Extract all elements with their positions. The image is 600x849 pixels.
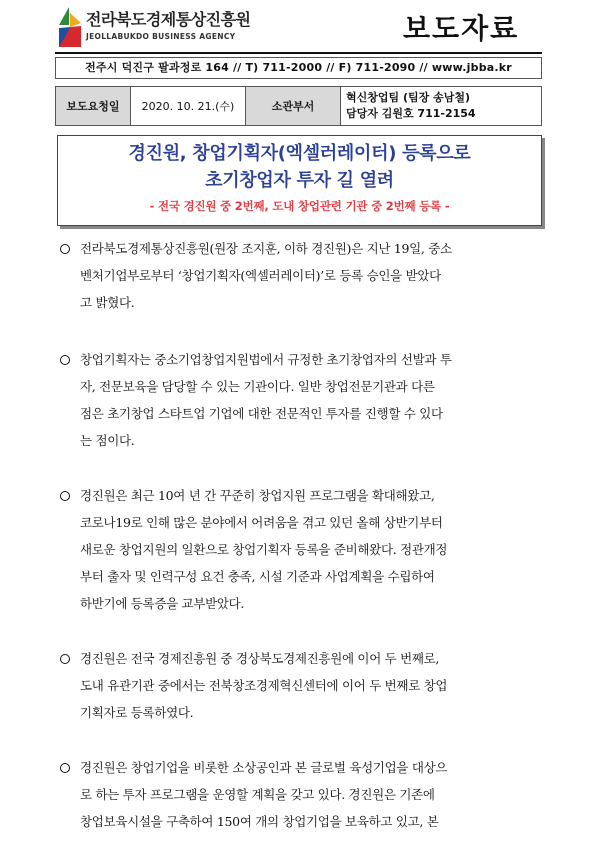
paragraph-line: 로 하는 투자 프로그램을 운영할 계획을 갖고 있다. 경진원은 기존에 (80, 787, 435, 802)
header-divider (55, 52, 542, 54)
paragraph-line: 경진원은 최근 10여 년 간 꾸준히 창업지원 프로그램을 확대해왔고, (80, 488, 435, 503)
headline-line-2: 초기창업자 투자 길 열려 (205, 170, 394, 191)
paragraph-line: 자, 전문보육을 담당할 수 있는 기관이다. 일반 창업전문기관과 다른 (80, 379, 435, 394)
bullet-circle-icon (60, 355, 70, 365)
team-value: 혁신창업팀 (팀장 송남철) (346, 91, 470, 104)
bullet-circle-icon (60, 763, 70, 773)
address-bar: 전주시 덕진구 팔과정로 164 // T) 711-2000 // F) 711-2090 // www.jbba.kr (55, 57, 542, 79)
paragraph-line: 는 점이다. (80, 433, 135, 448)
org-name-en: JEOLLABUKDO BUSINESS AGENCY (86, 32, 236, 41)
doc-type-title: 보도자료 (403, 12, 520, 45)
contact-block (346, 87, 476, 128)
paragraph-line: 기획자로 등록하였다. (80, 705, 194, 720)
paragraph-line: 창업기획자는 중소기업창업지원법에서 규정한 초기창업자의 선발과 투 (80, 352, 452, 367)
request-date-value: 2020. 10. 21.(수) (131, 87, 246, 125)
paragraph-line: 부터 출자 및 인력구성 요건 충족, 시설 기준과 사업계획을 수립하여 (80, 569, 435, 584)
paragraph-line: 경진원은 전국 경제진흥원 중 경상북도경제진흥원에 이어 두 번째로, (80, 651, 440, 666)
paragraph-line: 점은 초기창업 스타트업 기업에 대한 전문적인 투자를 진행할 수 있다 (80, 406, 443, 421)
bullet-circle-icon (60, 244, 70, 254)
paragraph-line: 하반기에 등록증을 교부받았다. (80, 596, 245, 611)
paragraph-line: 창업보육시설을 구축하여 150여 개의 창업기업을 보육하고 있고, 본 (80, 814, 439, 829)
paragraph-line: 도내 유관기관 중에서는 전북창조경제혁신센터에 이어 두 번째로 창업 (80, 678, 448, 693)
info-table (55, 86, 542, 126)
headline-subtitle: - 전국 경진원 중 2번째, 도내 창업관련 기관 중 2번째 등록 - (149, 199, 450, 213)
dept-label: 소관부서 (246, 87, 341, 125)
headline-line-1: 경진원, 창업기획자(엑셀러레이터) 등록으로 (128, 143, 471, 164)
contact-value: 담당자 김원호 711-2154 (346, 107, 476, 120)
paragraph-line: 벤처기업부로부터 ‘창업기획자(엑셀러레이터)’로 등록 승인을 받았다 (80, 268, 441, 283)
paragraph-line: 새로운 창업지원의 일환으로 창업기획자 등록을 준비해왔다. 정관개정 (80, 542, 448, 557)
bullet-circle-icon (60, 491, 70, 501)
org-logo (57, 3, 267, 53)
paragraph-line: 코로나19로 인해 많은 분야에서 어려움을 겪고 있던 올해 상반기부터 (80, 515, 443, 530)
paragraph-line: 경진원은 창업기업을 비롯한 소상공인과 본 글로벌 육성기업을 대상으 (80, 760, 448, 775)
paragraph-line: 전라북도경제통상진흥원(원장 조지훈, 이하 경진원)은 지난 19일, 중소 (80, 241, 452, 256)
bullet-circle-icon (60, 654, 70, 664)
request-date-label: 보도요청일 (56, 87, 131, 125)
headline-box (57, 135, 542, 226)
paragraph-line: 고 밝혔다. (80, 295, 135, 310)
org-emblem-icon (57, 5, 83, 49)
org-name-ko: 전라북도경제통상진흥원 (86, 10, 251, 29)
